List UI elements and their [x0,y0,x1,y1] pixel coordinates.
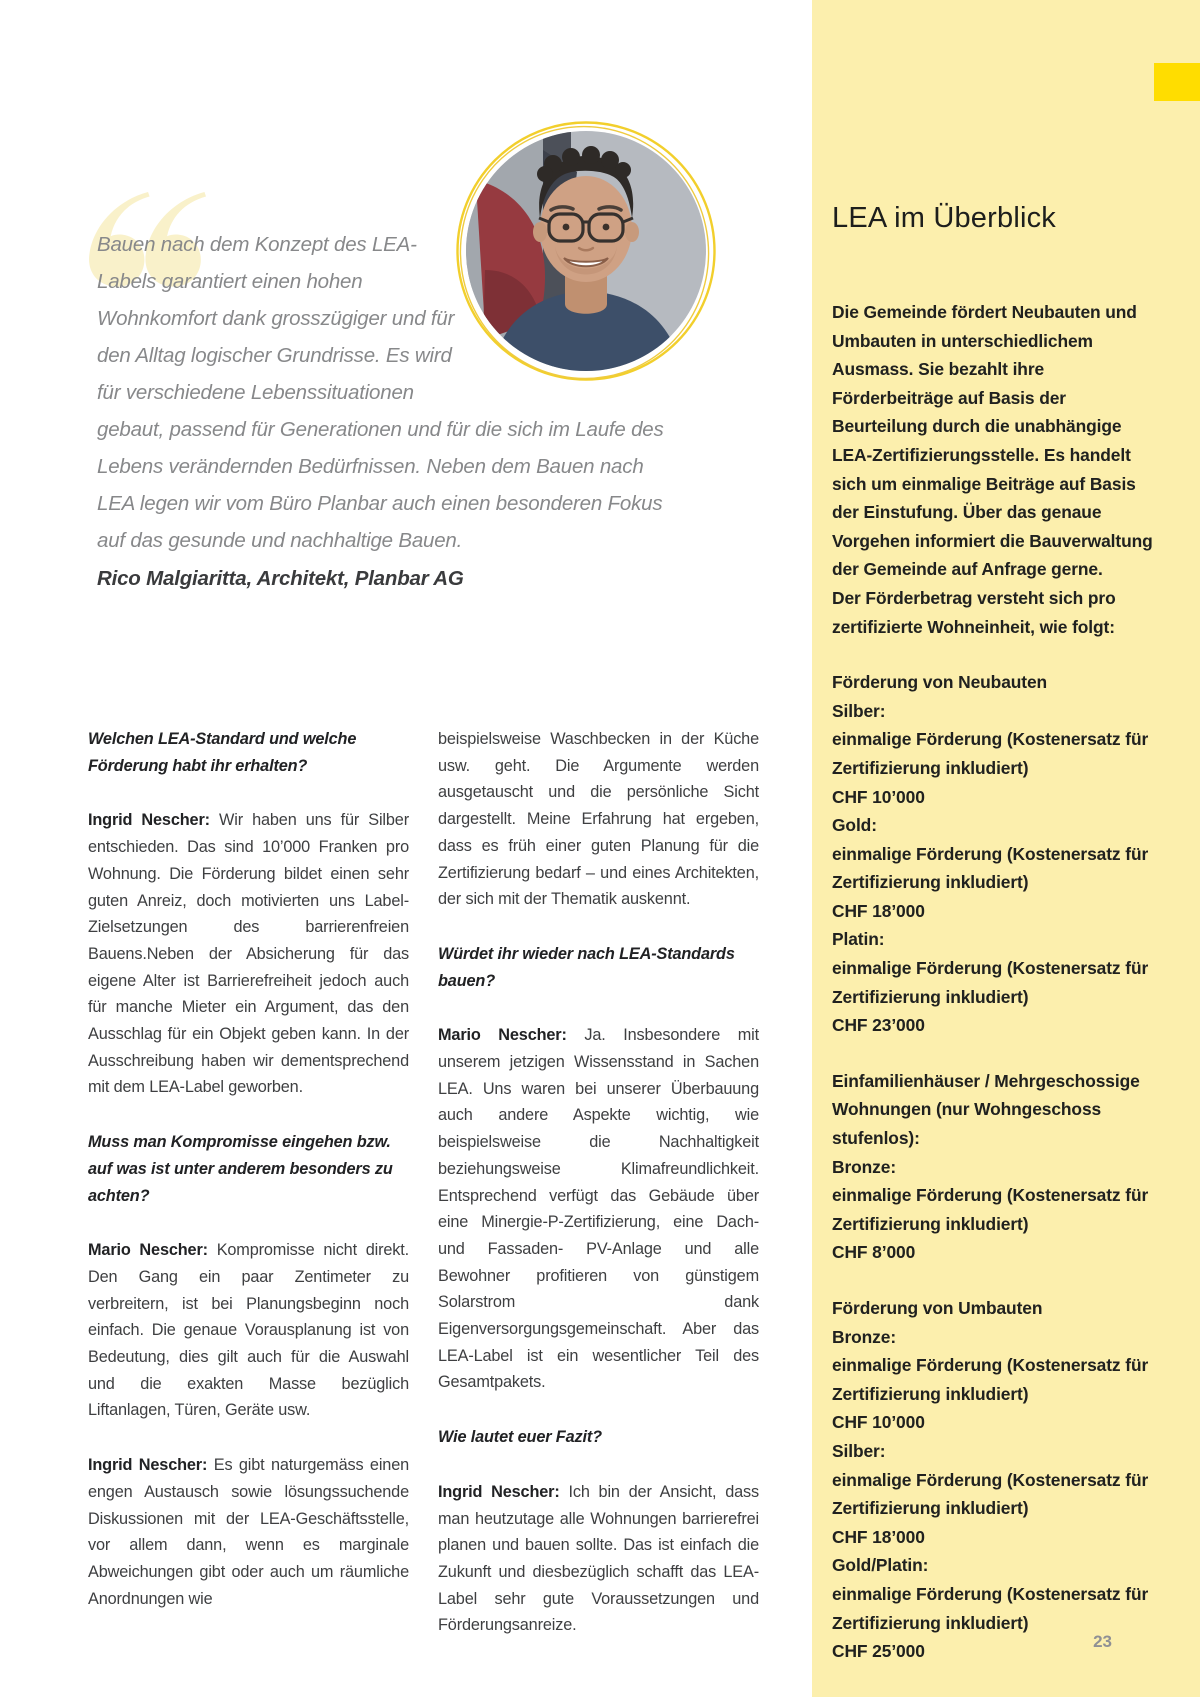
speaker-name: Mario Nescher: [438,1026,567,1045]
portrait-photo [455,120,717,382]
interview-answer [88,1237,409,1424]
grade-label: Gold: [832,815,877,836]
grade-amount: CHF 10’000 [832,1412,925,1433]
grade-description: einmalige Förderung (Kostenersatz für Zertifizierung inkludiert) [832,1355,1149,1404]
section-heading: Einfamilienhäuser / Mehrgeschossige Wohnungen (nur Wohngeschoss stufenlos): [832,1070,1140,1149]
quote-attribution: Rico Malgiaritta, Architekt, Planbar AG [97,567,464,590]
interview-question: Welchen LEA-Standard und welche Förderung habt ihr erhalten? [88,730,357,775]
answer-text: Kompromisse nicht direkt. Den Gang ein paar Zentimeter zu verbreitern, ist bei Planungsbeginn noch einfach. Die genaue Vorausplanung ist von Bedeutung, dies gilt auch für die Auswahl und die exakten Masse bezüglich Liftanlagen, Türen, Geräte usw. [88,1241,410,1420]
sidebar-section-einfamilienhaeuser [832,1067,1158,1267]
sidebar-intro: Die Gemeinde fördert Neubauten und Umbauten in unterschiedlichem Ausmass. Sie bezahlt ihre Förderbeiträge auf Basis der Beurteilung durch die unabhängige LEA-Zertifizierungsstelle. Es handelt sich um einmalige Beiträge auf Basis der Einstufung. Über das genaue Vorgehen informiert die Bauverwaltung der Gemeinde auf Anfrage gerne. [832,302,1153,580]
sidebar-section-umbauten [832,1294,1158,1666]
sidebar-section-neubauten [832,668,1158,1040]
answer-text: Ja. Insbesondere mit unserem jetzigen Wissensstand in Sachen LEA. Uns waren bei unserer Überbauung auch andere Aspekte wichtig, wie beispielsweise die Nachhaltigkeit beziehungsweise Klimafreundlichkeit. Entsprechend verfügt das Gebäude über eine Minergie-P-Zertifizierung, eine Dach- und Fassaden- PV-Anlage und alle Bewohner profitieren von günstigem Solarstrom dank Eigenversorgungsgemeinschaft. Aber das LEA-Label ist ein wesentlicher Teil des Gesamtpakets. [438,1026,760,1392]
grade-description: einmalige Förderung (Kostenersatz für Zertifizierung inkludiert) [832,729,1149,778]
grade-description: einmalige Förderung (Kostenersatz für Zertifizierung inkludiert) [832,1583,1149,1633]
interview-question: Muss man Kompromisse eingehen bzw. auf was ist unter anderem besonders zu achten? [88,1133,393,1205]
page-number: 23 [1093,1632,1112,1651]
grade-description: einmalige Förderung (Kostenersatz für Zertifizierung inkludiert) [832,843,1149,893]
info-sidebar [812,0,1200,1697]
speaker-name: Ingrid Nescher: [88,1456,208,1475]
grade-amount: CHF 8’000 [832,1242,916,1263]
grade-amount: CHF 23’000 [832,1015,925,1036]
interview-answer [88,1452,409,1612]
grade-label: Silber: [832,700,886,721]
yellow-accent-tab [1154,63,1200,101]
grade-label: Bronze: [832,1156,897,1177]
interview-answer [438,1022,759,1396]
grade-amount: CHF 10’000 [832,786,925,807]
grade-label: Silber: [832,1440,886,1461]
interview-question: Wie lautet euer Fazit? [438,1428,602,1447]
interview-question: Würdet ihr wieder nach LEA-Standards bauen? [438,944,735,990]
grade-label: Platin: [832,929,885,950]
answer-text: Es gibt naturgemäss einen engen Austausch sowie lösungssuchende Diskussionen mit der LEA-Geschäftsstelle, vor allem dann, wenn es marginale Abweichungen gibt oder auch um räumliche Anordnungen wie [88,1456,410,1608]
grade-amount: CHF 25’000 [832,1641,925,1662]
sidebar-title: LEA im Überblick [832,202,1056,234]
grade-label: Gold/Platin: [832,1555,929,1576]
section-heading: Förderung von Umbauten [832,1298,1043,1318]
speaker-name: Ingrid Nescher: [88,811,210,830]
speaker-name: Mario Nescher: [88,1241,208,1260]
grade-description: einmalige Förderung (Kostenersatz für Zertifizierung inkludiert) [832,1469,1149,1519]
grade-label: Bronze: [832,1326,897,1347]
answer-text: Wir haben uns für Silber entschieden. Das sind 10’000 Franken pro Wohnung. Die Förderung bildet einen sehr guten Anreiz, doch motivierten uns Label-Zielsetzungen des barrierenfreien Bauens.Neben der Absicherung für das eigene Alter ist Barrierefreiheit jedoch auch für manche Mieter ein Argument, das den Ausschlag für ein Objekt geben kann. In der Ausschreibung haben wir dementsprechend mit dem LEA-Label geworben. [88,811,409,1097]
interview-answer [88,807,409,1101]
grade-description: einmalige Förderung (Kostenersatz für Zertifizierung inkludiert) [832,958,1149,1007]
grade-amount: CHF 18’000 [832,1526,925,1547]
sidebar-intro-2: Der Förderbetrag versteht sich pro zertifizierte Wohneinheit, wie folgt: [832,587,1116,637]
interview-answer [438,1479,759,1639]
answer-text: Ich bin der Ansicht, dass man heutzutage alle Wohnungen barrierefrei planen und bauen sollte. Das ist einfach die Zukunft und diesbezüglich schafft das LEA-Label sehr gute Voraussetzungen und Förderungsanreize. [438,1482,759,1635]
answer-continuation: beispielsweise Waschbecken in der Küche usw. geht. Die Argumente werden ausgetauscht und die persönliche Sicht dargestellt. Meine Erfahrung hat ergeben, dass es früh einer guten Planung für die Zertifizierung bedarf – und eines Architekten, der sich mit der Thematik auskennt. [438,730,759,909]
grade-description: einmalige Förderung (Kostenersatz für Zertifizierung inkludiert) [832,1185,1149,1234]
speaker-name: Ingrid Nescher: [438,1482,560,1501]
article-column-left [88,726,409,1612]
grade-amount: CHF 18’000 [832,900,925,921]
section-heading: Förderung von Neubauten [832,672,1048,693]
pull-quote-text: Bauen nach dem Konzept des LEA-Labels garantiert einen hohen Wohnkomfort dank grosszügiger und für den Alltag logischer Grundrisse. Es wird für verschiedene Lebenssituationen gebaut, passend für Generationen und für die sich im Laufe des Lebens verändernden Bedürfnissen. Neben dem Bauen nach LEA legen wir vom Büro Planbar auch einen besonderen Fokus auf das gesunde und nachhaltige Bauen. [97,233,664,552]
article-column-right [438,726,759,1639]
